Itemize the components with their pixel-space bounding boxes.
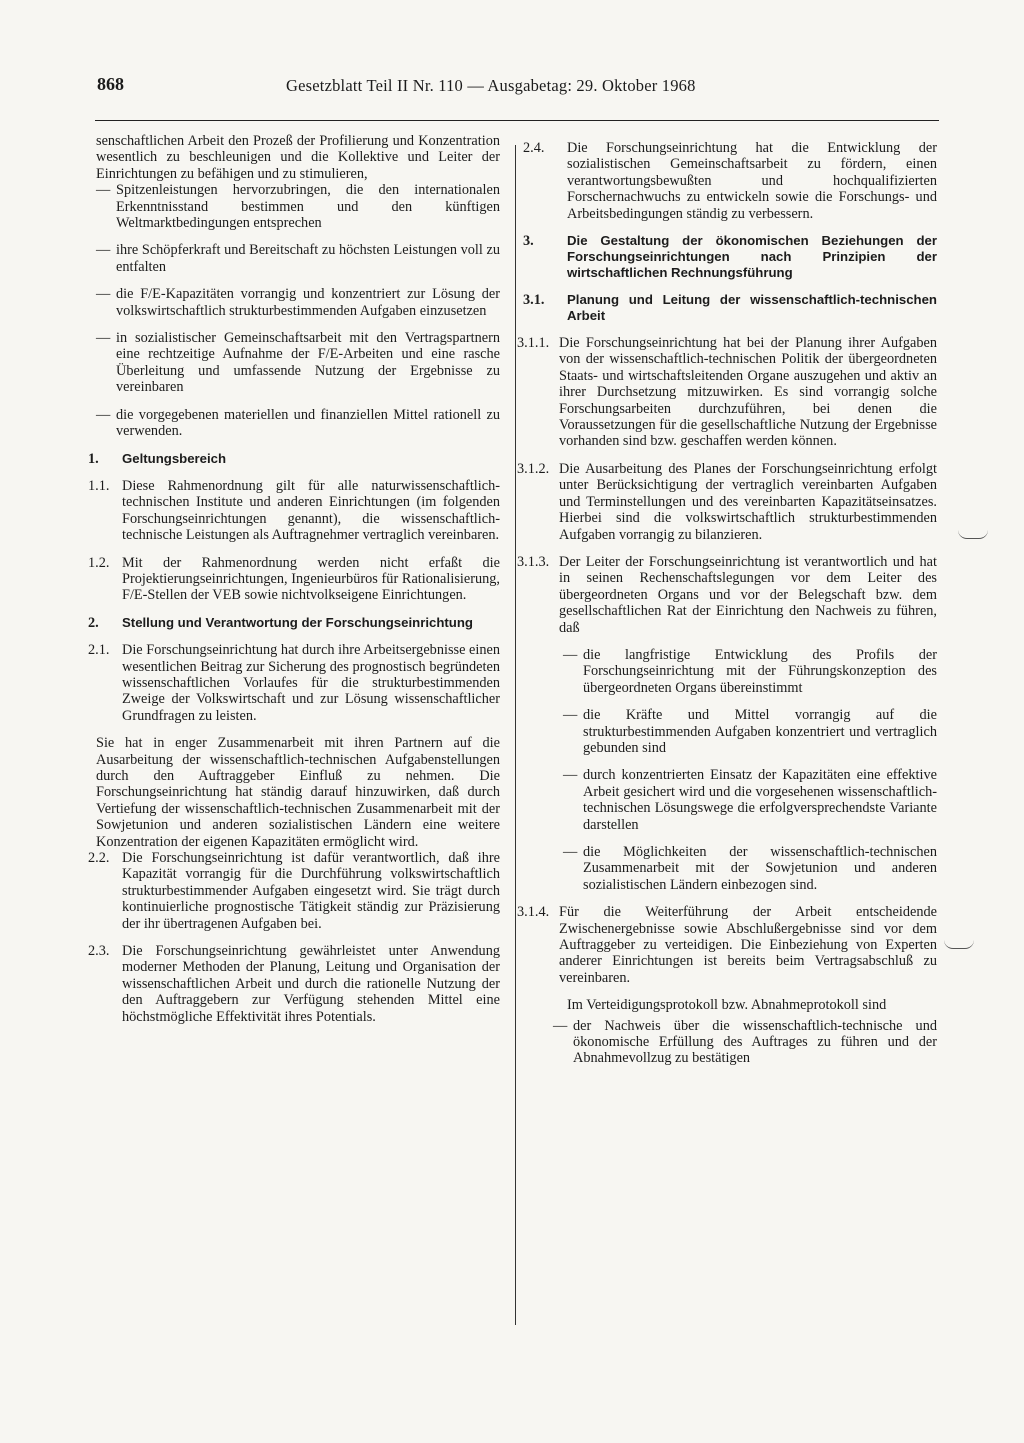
dash-marker: — [96, 330, 111, 347]
dash-marker: — [96, 406, 111, 423]
list-item: — die Möglichkeiten der wissenschaftlich-technischen Zusammenarbeit mit der Sowjetunion und anderen sozialistischen Ländern einbezogen sind. [563, 844, 937, 893]
right-column [517, 140, 937, 1078]
dash-marker: — [553, 1017, 568, 1034]
paragraph-3-1-4-continued: Im Verteidigungsprotokoll bzw. Abnahmeprotokoll sind [567, 997, 887, 1014]
section-heading-3: 3. Die Gestaltung der ökonomischen Beziehungen der Forschungseinrichtungen nach Prinzipien der wirtschaftlichen Rechnungsführung [523, 233, 937, 281]
paragraph-1-2: 1.2. Mit der Rahmenordnung werden nicht erfaßt die Projektierungseinrichtungen, Ingenieurbüros für Rationalisierung, F/E-Stellen der VEB sowie nichtvolkseigene Einrichtungen. [88, 554, 500, 604]
paragraph-1-1: 1.1. Diese Rahmenordnung gilt für alle naturwissenschaftlich-technischen Institute und anderen Einrichtungen (im folgenden Forschungseinrichtungen genannt), die wissenschaftlich-technische Leistungen als Auftragnehmer vertraglich vereinbaren. [88, 477, 500, 544]
column-divider [515, 145, 516, 1325]
header-title: Gesetzblatt Teil II Nr. 110 — Ausgabetag: 29. Oktober 1968 [286, 76, 696, 95]
dash-marker: — [96, 242, 111, 259]
page-header [97, 74, 939, 102]
paragraph-2-2: 2.2. Die Forschungseinrichtung ist dafür verantwortlich, daß ihre Kapazität vorrangig für die Durchführung volkswirtschaftlich strukturbestimmender Aufgaben eingesetzt wird. Sie trägt durch kontinuierliche prognostische Tätigkeit ständig zur Präzisierung der ihr übertragenen Aufgaben bei. [88, 850, 500, 932]
list-item: — durch konzentrierten Einsatz der Kapazitäten eine effektive Arbeit gesichert wird und die vorgesehenen wissenschaftlich-technischen Lösungswege die erfolgversprechendste Variante darstellen [563, 767, 937, 833]
dash-marker: — [563, 844, 578, 860]
paragraph-2-1-continued: Sie hat in enger Zusammenarbeit mit ihren Partnern auf die Ausarbeitung der wissenschaftlich-technischen Aufgabenstellungen durch den Auftraggeber Einfluß zu nehmen. Die Forschungseinrichtung hat ständig darauf hinzuwirken, daß durch Vertiefung der wissenschaftlich-technischen Zusammenarbeit mit der Sowjetunion und anderen sozialistischen Ländern eine weitere Konzentration der eigenen Kapazitäten ermöglicht wird. [96, 735, 500, 850]
section-heading-3-1: 3.1. Planung und Leitung der wissenschaftlich-technischen Arbeit [523, 292, 937, 324]
dash-marker: — [563, 707, 578, 724]
section-heading-2: 2. Stellung und Verantwortung der Forschungseinrichtung [88, 614, 473, 631]
intro-paragraph: senschaftlichen Arbeit den Prozeß der Profilierung und Konzentration wesentlich zu beschleunigen und die Kollektive und Leiter der Einrichtungen zu befähigen und zu stimulieren, [96, 133, 500, 182]
dash-marker: — [96, 182, 111, 199]
list-item: — die vorgegebenen materiellen und finanziellen Mittel rationell zu verwenden. [96, 406, 500, 440]
left-column [88, 133, 500, 1036]
page-number: 868 [97, 74, 124, 94]
margin-mark [958, 530, 988, 539]
list-item: — die langfristige Entwicklung des Profils der Forschungseinrichtung mit der Führungskonzeption des übergeordneten Organs übereinstimmt [563, 646, 937, 696]
paragraph-2-1: 2.1. Die Forschungseinrichtung hat durch ihre Arbeitsergebnisse einen wesentlichen Beitrag zur Sicherung des prognostisch begründeten wissenschaftlichen Vorlaufes für die strukturbestimmenden Zweige der Volkswirtschaft und zur Lösung wissenschaftlicher Grundfragen zu leisten. [88, 642, 500, 724]
list-item: — Spitzenleistungen hervorzubringen, die den internationalen Erkenntnisstand bestimmen und den künftigen Weltmarktbedingungen entsprechen [96, 182, 500, 232]
list-item: — ihre Schöpferkraft und Bereitschaft zu höchsten Leistungen voll zu entfalten [96, 242, 500, 275]
margin-mark [944, 940, 974, 949]
paragraph-2-4: 2.4. Die Forschungseinrichtung hat die Entwicklung der sozialistischen Gemeinschaftsarbeit zu fördern, einen verantwortungsbewußten und hochqualifizierten Forschernachwuchs zu entwickeln sowie die Forschungs- und Arbeitsbedingungen ständig zu verbessern. [523, 140, 937, 222]
paragraph-3-1-2: 3.1.2. Die Ausarbeitung des Planes der Forschungseinrichtung erfolgt unter Berücksichtigung der vertraglich vereinbarten Aufgaben und Terminstellungen und des vereinbarten Kapazitätseinsatzes. Hierbei sind die volkswirtschaftlich strukturbestimmenden Aufgaben vorrangig zu bilanzieren. [517, 460, 937, 543]
list-item: — der Nachweis über die wissenschaftlich-technische und ökonomische Erfüllung des Auftrages zu führen und der Abnahmevollzug zu bestätigen [553, 1017, 937, 1067]
paragraph-3-1-3: 3.1.3. Der Leiter der Forschungseinrichtung ist verantwortlich und hat in seinen Rechenschaftslegungen vor dem Leiter des übergeordneten Organs und vor der Belegschaft bzw. dem gesellschaftlichen Rat der Einrichtung den Nachweis zu führen, daß [517, 553, 937, 636]
section-heading-1: 1. Geltungsbereich [88, 450, 227, 467]
dash-marker: — [563, 767, 578, 784]
list-item: — die Kräfte und Mittel vorrangig auf die strukturbestimmenden Aufgaben konzentriert und vertraglich gebunden sind [563, 707, 937, 756]
list-item: — die F/E-Kapazitäten vorrangig und konzentriert zur Lösung der volkswirtschaftlich strukturbestimmenden Aufgaben einzusetzen [96, 286, 500, 319]
paragraph-3-1-1: 3.1.1. Die Forschungseinrichtung hat bei der Planung ihrer Aufgaben von der wissenschaftlich-technischen Politik der übergeordneten Staats- und wirtschaftsleitenden Organe auszugehen und aktiv an ihrer Durchsetzung mitzuwirken. Es sind vorrangig solche Forschungsarbeiten durchzuführen, bei denen die Voraussetzungen für die gesellschaftliche Nutzung der Ergebnisse vorhanden sind bzw. geschaffen werden können. [517, 335, 937, 450]
header-rule [95, 120, 939, 121]
list-item: — in sozialistischer Gemeinschaftsarbeit mit den Vertragspartnern eine rechtzeitige Aufnahme der F/E-Arbeiten und eine rasche Überleitung und umfassende Nutzung der Ergebnisse zu vereinbaren [96, 330, 500, 396]
paragraph-3-1-4: 3.1.4. Für die Weiterführung der Arbeit entscheidende Zwischenergebnisse sowie Abschlußergebnisse sind vor dem Auftraggeber zu verteidigen. Die Einbeziehung von Experten anderer Einrichtungen ist bereits beim Vertragsabschluß zu vereinbaren. [517, 904, 937, 986]
dash-marker: — [96, 286, 111, 303]
paragraph-2-3: 2.3. Die Forschungseinrichtung gewährleistet unter Anwendung moderner Methoden der Planung, Leitung und Organisation der wissenschaftlichen Arbeit und durch die rationelle Nutzung der den Auftraggebern zur Verfügung stehenden Mittel eine höchstmögliche Effektivität ihres Potentials. [88, 943, 500, 1025]
dash-marker: — [563, 646, 578, 663]
